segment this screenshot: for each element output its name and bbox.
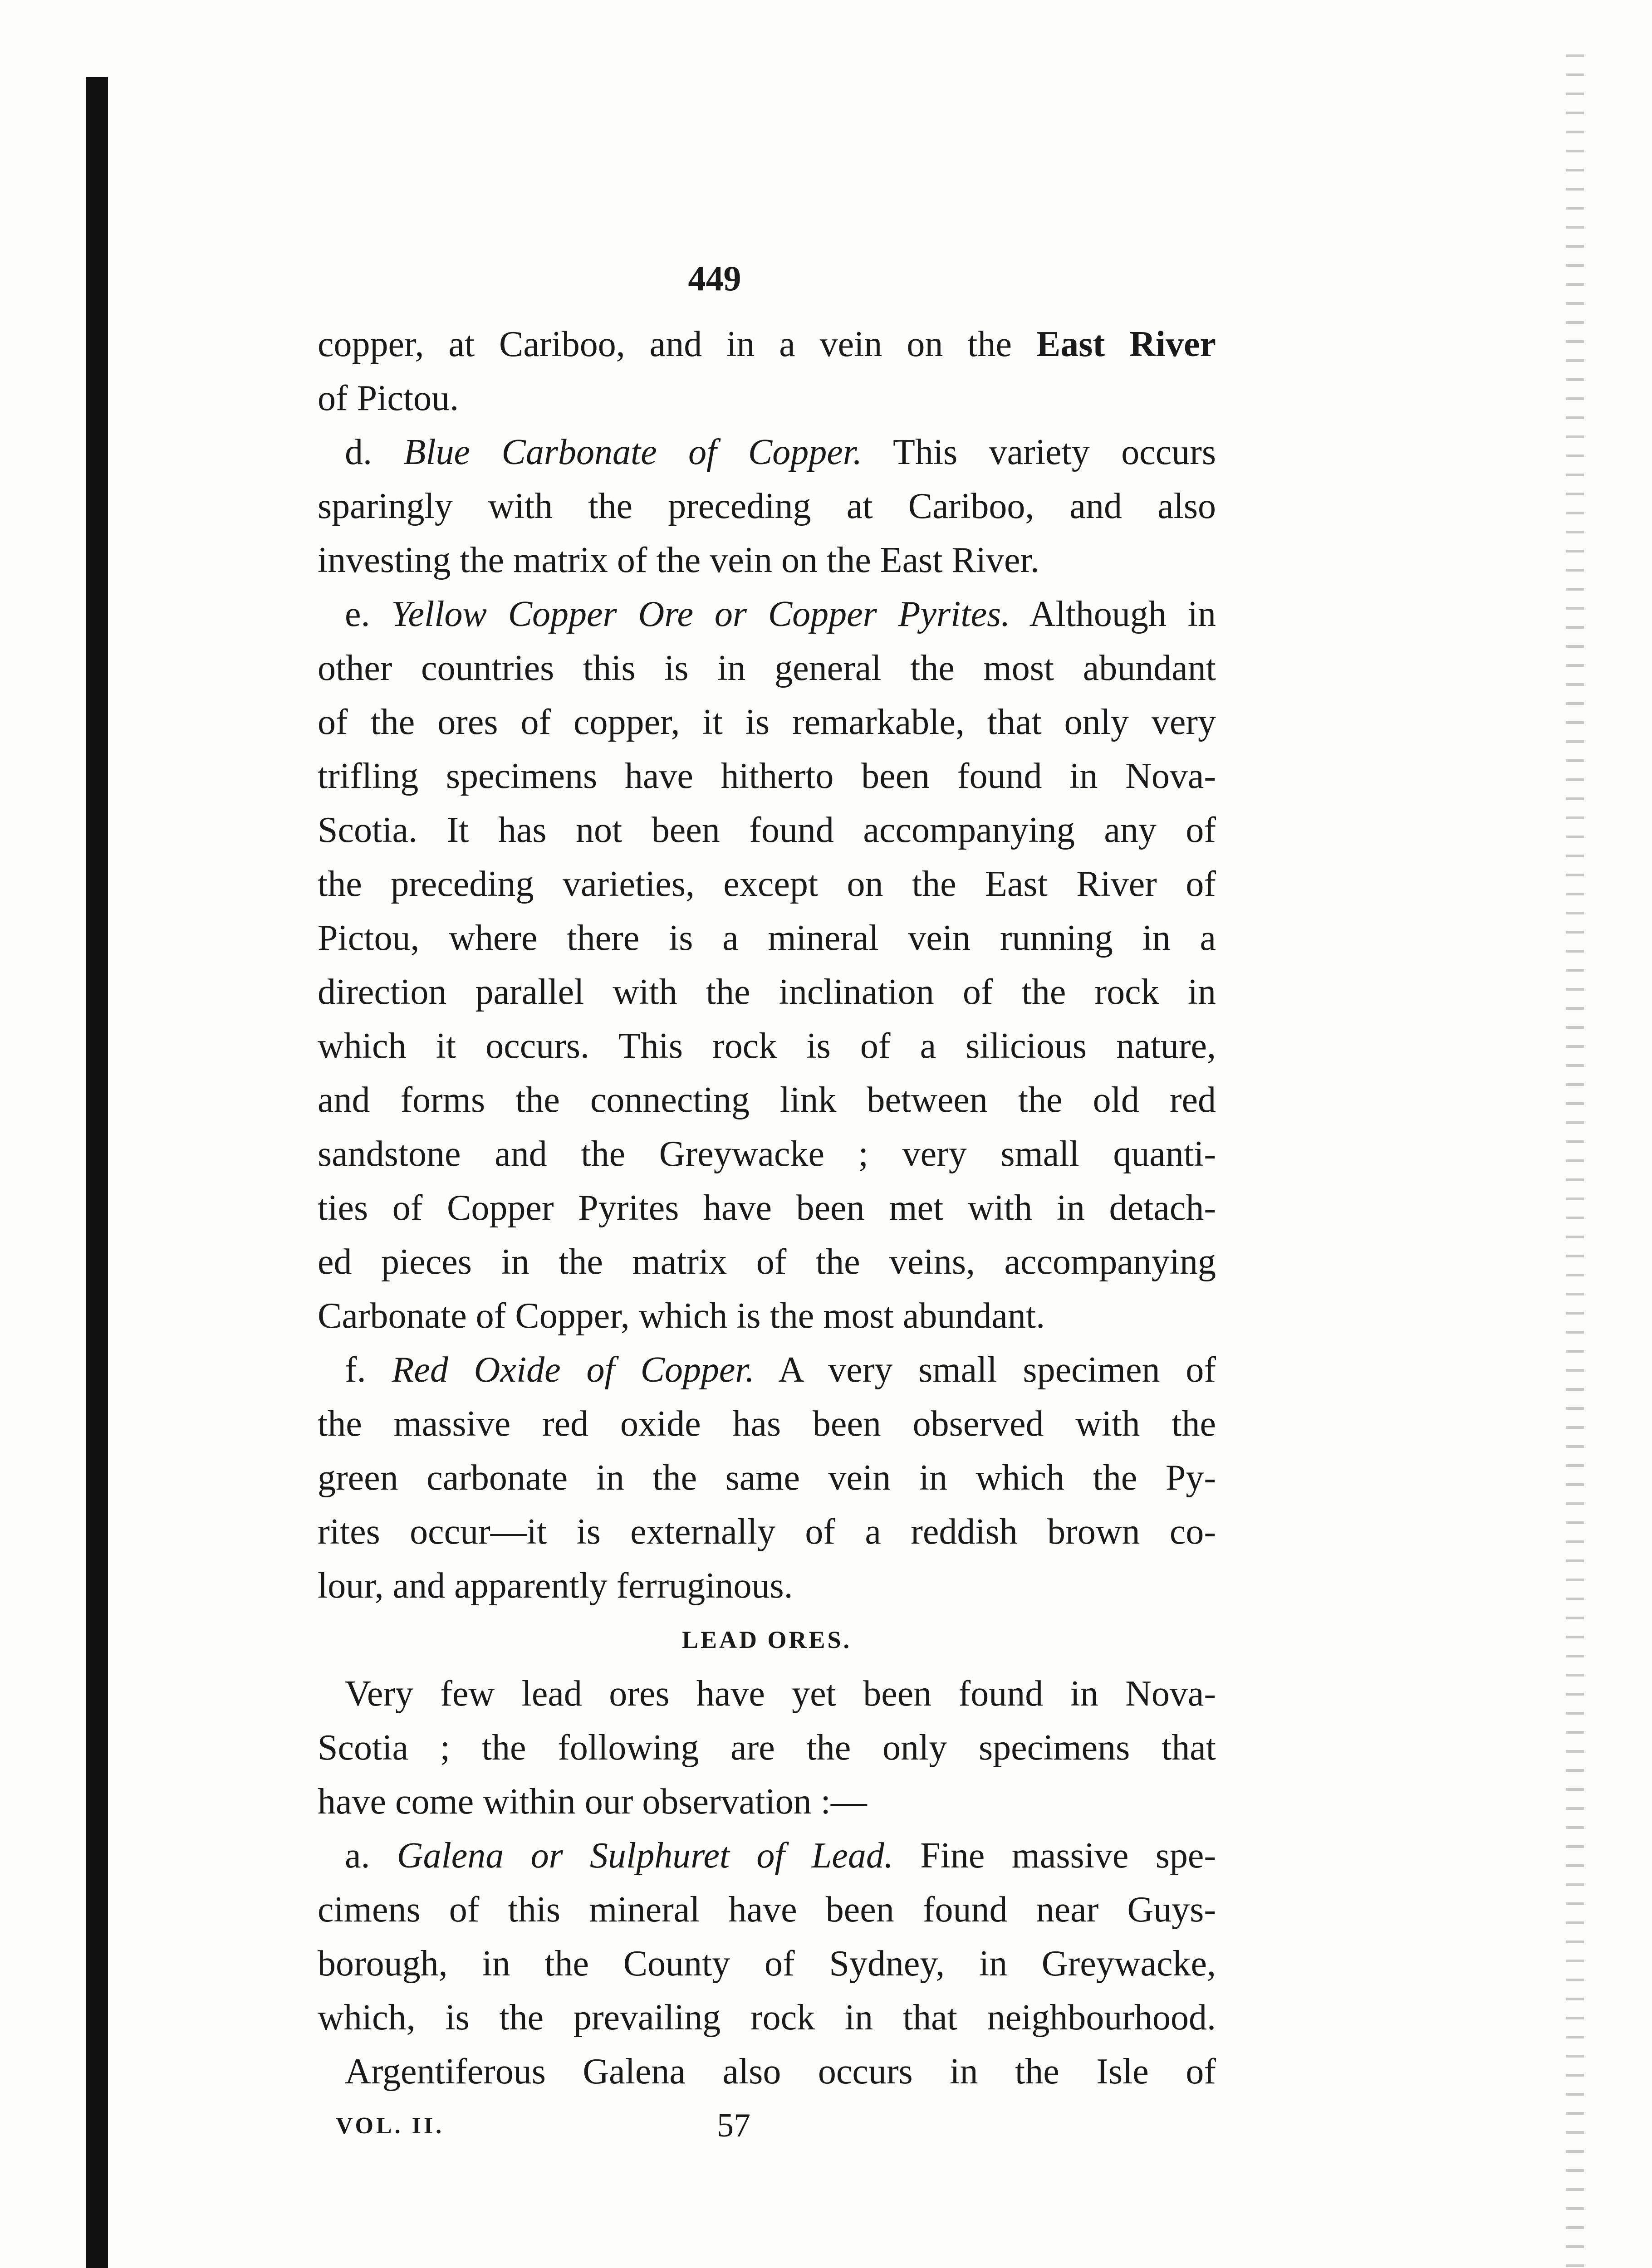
page-footer [318, 2099, 1216, 2153]
entry-d: d. Blue Carbonate of Copper. This variety occurs [345, 432, 1216, 472]
text-line: sparingly with the preceding at Cariboo, and also [318, 486, 1216, 526]
text-line: borough, in the County of Sydney, in Greywacke, [318, 1944, 1216, 1984]
text-line: which it occurs. This rock is of a silicious nature, [318, 1026, 1216, 1066]
page-edge-texture [1566, 54, 1584, 2268]
text-line: the massive red oxide has been observed with the [318, 1404, 1216, 1444]
entry-title: Red Oxide of Copper. [392, 1350, 755, 1390]
text-line: lour, and apparently ferruginous. [318, 1566, 793, 1606]
entry-title: Galena or Sulphuret of Lead. [397, 1836, 893, 1876]
text-line: Argentiferous Galena also occurs in the Isle of [345, 2052, 1216, 2092]
text-line: Scotia ; the following are the only specimens that [318, 1728, 1216, 1768]
text-line: green carbonate in the same vein in which the Py- [318, 1458, 1216, 1498]
text-line: Carbonate of Copper, which is the most abundant. [318, 1296, 1045, 1336]
text-line: rites occur—it is externally of a reddish brown co- [318, 1512, 1216, 1552]
text-line: investing the matrix of the vein on the East River. [318, 540, 1039, 580]
text-line: have come within our observation :— [318, 1782, 867, 1822]
text-line: other countries this is in general the most abundant [318, 648, 1216, 688]
text-line: direction parallel with the inclination of the rock in [318, 972, 1216, 1012]
text-line: which, is the prevailing rock in that neighbourhood. [318, 1998, 1216, 2038]
text-line: the preceding varieties, except on the East River of [318, 864, 1216, 904]
page-number: 449 [688, 259, 741, 298]
page-body [318, 318, 1216, 2153]
text-line: Pictou, where there is a mineral vein running in a [318, 918, 1216, 958]
section-heading: LEAD ORES. [681, 1626, 852, 1653]
text-line: sandstone and the Greywacke ; very small quanti- [318, 1134, 1216, 1174]
text-line: ed pieces in the matrix of the veins, accompanying [318, 1242, 1216, 1282]
text-line: Very few lead ores have yet been found in Nova- [345, 1674, 1216, 1714]
text-line: of the ores of copper, it is remarkable, that only very [318, 702, 1216, 742]
entry-a: a. Galena or Sulphuret of Lead. Fine massive spe- [345, 1836, 1216, 1876]
text-line: and forms the connecting link between the old red [318, 1080, 1216, 1120]
entry-f: f. Red Oxide of Copper. A very small specimen of [345, 1350, 1216, 1390]
entry-title: Yellow Copper Ore or Copper Pyrites. [391, 594, 1010, 634]
text-line: ties of Copper Pyrites have been met with in detach- [318, 1188, 1216, 1228]
text-line: of Pictou. [318, 378, 459, 418]
text-line: cimens of this mineral have been found near Guys- [318, 1890, 1216, 1930]
text-line: Scotia. It has not been found accompanying any of [318, 810, 1216, 850]
sheet-number: 57 [717, 2107, 750, 2144]
text-line: copper, at Cariboo, and in a vein on the East River [318, 324, 1216, 364]
entry-e: e. Yellow Copper Ore or Copper Pyrites. Although in [345, 594, 1216, 634]
binding-shadow [86, 77, 108, 2268]
volume-signature: VOL. II. [336, 2113, 445, 2139]
text-line: trifling specimens have hitherto been found in Nova- [318, 756, 1216, 796]
entry-title: Blue Carbonate of Copper. [403, 432, 862, 472]
